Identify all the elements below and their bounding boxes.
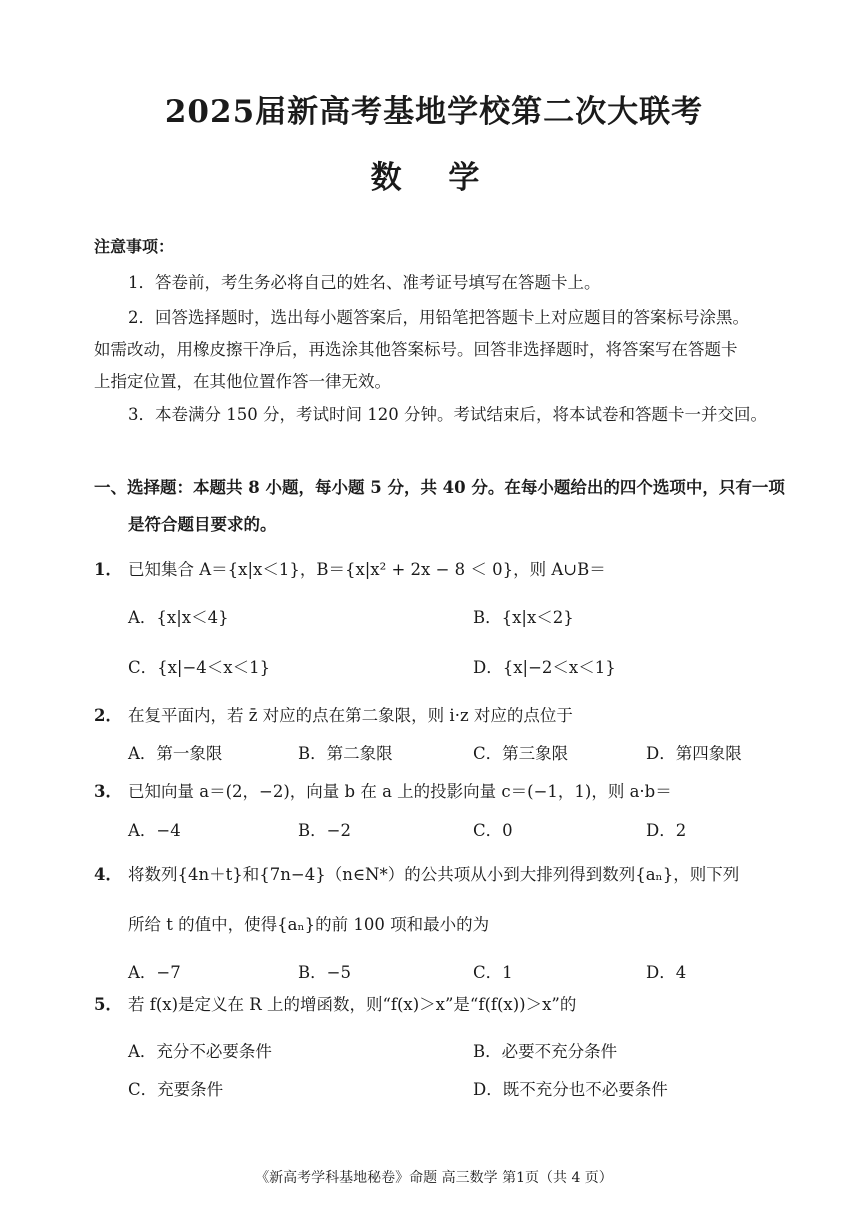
question-stem: 已知向量 a＝(2，−2)，向量 b 在 a 上的投影向量 c＝(−1，1)，则 a·b＝ <box>128 782 672 801</box>
option-b: B．必要不充分条件 <box>473 1042 618 1061</box>
option-c: C．0 <box>473 821 513 840</box>
option-a: A．第一象限 <box>128 744 223 763</box>
exam-title: 2025届新高考基地学校第二次大联考 <box>164 94 704 130</box>
question-number: 1． <box>94 560 122 579</box>
question-stem: 若 f(x)是定义在 R 上的增函数，则“f(x)＞x”是“f(f(x))＞x”的 <box>128 995 577 1014</box>
page-footer: 《新高考学科基地秘卷》命题 高三数学 第1页（共 4 页） <box>255 1170 613 1186</box>
question-number: 2． <box>94 706 122 725</box>
notes-heading: 注意事项： <box>94 237 175 256</box>
note-item-2-cont: 如需改动，用橡皮擦干净后，再选涂其他答案标号。回答非选择题时，将答案写在答题卡 <box>94 340 738 359</box>
option-d: D．4 <box>646 963 687 982</box>
note-item-3: 3．本卷满分 150 分，考试时间 120 分钟。考试结束后，将本试卷和答题卡一并交回。 <box>128 405 767 424</box>
option-b: B．第二象限 <box>298 744 393 763</box>
subject-title: 数 学 <box>370 160 498 196</box>
option-c: C．{x|−4＜x＜1} <box>128 658 271 677</box>
question-stem: 在复平面内，若 z̄ 对应的点在第二象限，则 i·z 对应的点位于 <box>128 706 573 725</box>
question-number: 5． <box>94 995 122 1014</box>
section-heading: 一、选择题：本题共 8 小题，每小题 5 分，共 40 分。在每小题给出的四个选项中，只有一项 <box>94 478 785 497</box>
option-d: D．{x|−2＜x＜1} <box>473 658 616 677</box>
note-item-1: 1．答卷前，考生务必将自己的姓名、准考证号填写在答题卡上。 <box>128 273 601 292</box>
option-c: C．1 <box>473 963 513 982</box>
question-number: 3． <box>94 782 122 801</box>
option-a: A．−4 <box>128 821 181 840</box>
section-heading-cont: 是符合题目要求的。 <box>128 515 277 534</box>
option-d: D．既不充分也不必要条件 <box>473 1080 668 1099</box>
option-b: B．{x|x＜2} <box>473 608 574 627</box>
note-item-2: 2．回答选择题时，选出每小题答案后，用铅笔把答题卡上对应题目的答案标号涂黑。 <box>128 308 749 327</box>
option-a: A．充分不必要条件 <box>128 1042 272 1061</box>
option-b: B．−2 <box>298 821 351 840</box>
note-item-2-cont2: 上指定位置，在其他位置作答一律无效。 <box>94 372 391 391</box>
option-a: A．{x|x＜4} <box>128 608 229 627</box>
question-number: 4． <box>94 865 122 884</box>
option-c: C．充要条件 <box>128 1080 224 1099</box>
option-a: A．−7 <box>128 963 181 982</box>
question-stem-cont: 所给 t 的值中，使得{aₙ}的前 100 项和最小的为 <box>128 915 490 934</box>
option-d: D．第四象限 <box>646 744 742 763</box>
question-stem: 已知集合 A＝{x|x＜1}，B＝{x|x² + 2x − 8 ＜ 0}，则 A∪B＝ <box>128 560 606 579</box>
option-d: D．2 <box>646 821 687 840</box>
option-c: C．第三象限 <box>473 744 569 763</box>
option-b: B．−5 <box>298 963 351 982</box>
question-stem: 将数列{4n＋t}和{7n−4}（n∈N*）的公共项从小到大排列得到数列{aₙ}，则下列 <box>128 865 740 884</box>
